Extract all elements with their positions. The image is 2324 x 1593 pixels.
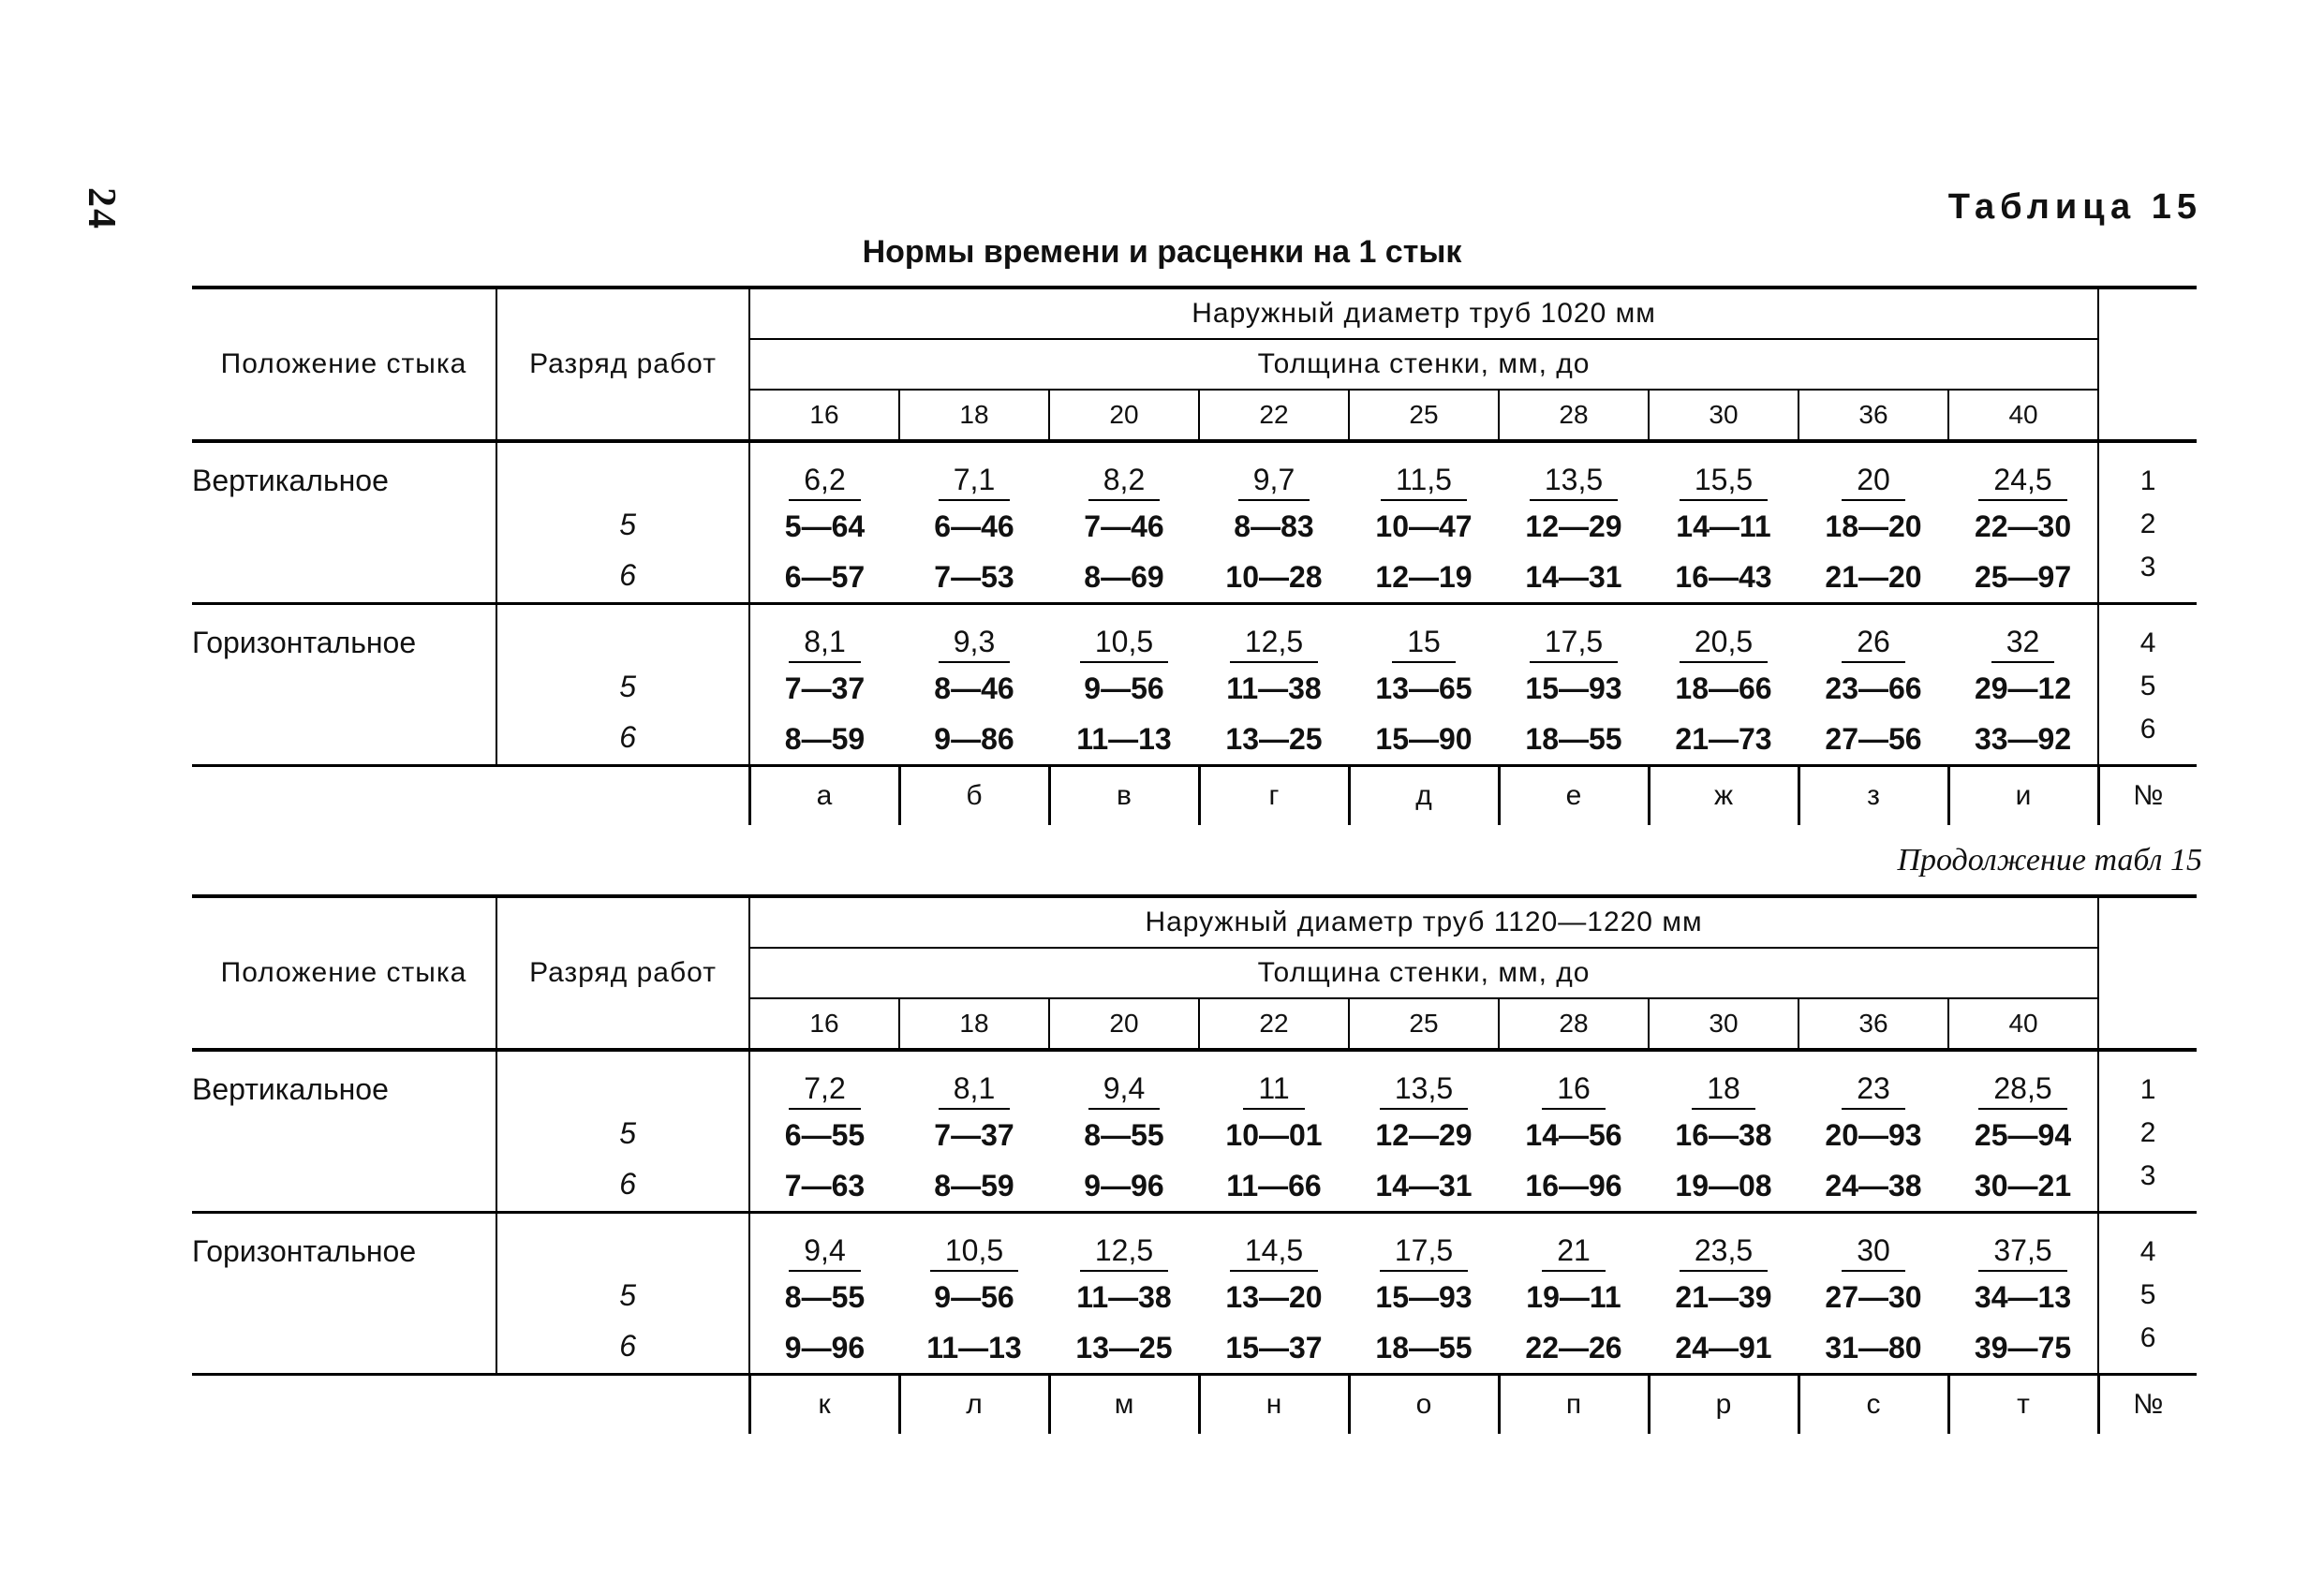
norm-value-cell <box>1649 441 1799 604</box>
price-rank-6: 16—96 <box>1525 1169 1622 1202</box>
price-rank-6: 27—56 <box>1825 722 1922 756</box>
column-letter: р <box>1649 1375 1799 1435</box>
price-rank-5: 6—46 <box>934 509 1014 543</box>
time-norm: 30 <box>1842 1231 1905 1272</box>
norm-value-cell <box>1349 441 1499 604</box>
rank-value: 5 <box>619 508 636 541</box>
norm-value-cell <box>1499 1213 1649 1375</box>
price-rank-5: 20—93 <box>1825 1118 1922 1152</box>
header-diameter: Наружный диаметр труб 1120—1220 мм <box>749 896 2098 948</box>
letter-row-blank <box>192 1375 749 1435</box>
row-number: 1 <box>2139 1074 2156 1105</box>
row-number: 3 <box>2139 1160 2156 1191</box>
price-rank-6: 39—75 <box>1974 1331 2072 1364</box>
time-norm: 32 <box>1991 622 2055 663</box>
time-norm: 8,1 <box>939 1069 1010 1110</box>
thickness-header: 20 <box>1049 998 1199 1050</box>
norm-value-cell <box>899 604 1049 766</box>
time-norm: 9,4 <box>1088 1069 1160 1110</box>
rank-cell <box>496 604 749 766</box>
time-norm: 7,2 <box>789 1069 860 1110</box>
price-rank-6: 7—53 <box>934 560 1014 594</box>
rank-cell <box>496 1050 749 1213</box>
joint-position-label: Вертикальное <box>192 1050 496 1213</box>
norm-value-cell <box>1199 604 1349 766</box>
column-letter: п <box>1499 1375 1649 1435</box>
time-norm: 7,1 <box>939 460 1010 501</box>
time-norm: 17,5 <box>1530 622 1618 663</box>
thickness-header: 40 <box>2008 400 2038 429</box>
norm-value-cell <box>1349 604 1499 766</box>
price-rank-5: 6—55 <box>784 1118 866 1152</box>
price-rank-5: 22—30 <box>1974 509 2072 543</box>
header-number-column <box>2098 896 2197 1050</box>
price-rank-6: 9—86 <box>934 722 1014 756</box>
norm-table-1120-1220 <box>192 894 2197 1434</box>
price-rank-6: 9—96 <box>784 1331 866 1364</box>
price-rank-6: 22—26 <box>1525 1331 1622 1364</box>
price-rank-5: 11—38 <box>1226 671 1322 705</box>
number-symbol: № <box>2098 1375 2197 1435</box>
norm-value-cell <box>1799 441 1948 604</box>
price-rank-6: 33—92 <box>1974 722 2072 756</box>
column-letter: м <box>1049 1375 1199 1435</box>
column-letter: а <box>749 766 899 826</box>
price-rank-6: 11—13 <box>926 1331 1022 1364</box>
price-rank-5: 29—12 <box>1974 671 2072 705</box>
rank-value: 6 <box>619 1329 636 1363</box>
row-number: 1 <box>2139 465 2156 496</box>
price-rank-6: 19—08 <box>1675 1169 1772 1202</box>
thickness-header: 40 <box>2008 1009 2038 1038</box>
price-rank-6: 8—59 <box>934 1169 1014 1202</box>
column-letter: о <box>1349 1375 1499 1435</box>
price-rank-6: 31—80 <box>1825 1331 1922 1364</box>
time-norm: 16 <box>1542 1069 1606 1110</box>
column-letter: г <box>1199 766 1349 826</box>
norm-value-cell <box>1049 604 1199 766</box>
price-rank-5: 8—46 <box>934 671 1014 705</box>
row-number: 4 <box>2139 627 2156 658</box>
time-norm: 14,5 <box>1230 1231 1318 1272</box>
price-rank-6: 21—73 <box>1675 722 1772 756</box>
norm-value-cell <box>1499 441 1649 604</box>
thickness-header: 25 <box>1349 998 1499 1050</box>
price-rank-5: 9—56 <box>934 1280 1014 1314</box>
rank-value: 5 <box>619 1278 636 1312</box>
price-rank-5: 7—46 <box>1084 509 1164 543</box>
norm-value-cell <box>749 1213 899 1375</box>
price-rank-5: 21—39 <box>1675 1280 1772 1314</box>
price-rank-6: 9—96 <box>1084 1169 1164 1202</box>
time-norm: 8,1 <box>789 622 860 663</box>
thickness-header: 20 <box>1049 390 1199 441</box>
rank-cell <box>496 441 749 604</box>
norm-value-cell <box>1649 1213 1799 1375</box>
table-row <box>192 1050 2197 1213</box>
norm-value-cell <box>1049 441 1199 604</box>
price-rank-5: 13—65 <box>1375 671 1473 705</box>
norm-value-cell <box>1199 441 1349 604</box>
norm-value-cell <box>1199 1213 1349 1375</box>
time-norm: 28,5 <box>1978 1069 2066 1110</box>
norm-value-cell <box>1049 1213 1199 1375</box>
time-norm: 17,5 <box>1380 1231 1468 1272</box>
norm-value-cell <box>1799 604 1948 766</box>
row-number: 5 <box>2139 671 2156 701</box>
row-number: 2 <box>2139 1117 2156 1148</box>
time-norm: 11,5 <box>1381 460 1467 501</box>
column-letter: в <box>1049 766 1199 826</box>
rank-value: 6 <box>619 558 636 592</box>
norm-value-cell <box>1349 1050 1499 1213</box>
norm-value-cell <box>1499 1050 1649 1213</box>
price-rank-6: 12—19 <box>1375 560 1473 594</box>
price-rank-6: 18—55 <box>1375 1331 1473 1364</box>
thickness-header: 36 <box>1799 998 1948 1050</box>
header-number-column <box>2098 288 2197 441</box>
price-rank-6: 16—43 <box>1675 560 1772 594</box>
price-rank-6: 7—63 <box>784 1169 866 1202</box>
thickness-header: 16 <box>749 998 899 1050</box>
table-row <box>192 1213 2197 1375</box>
price-rank-5: 11—38 <box>1076 1280 1172 1314</box>
norm-value-cell <box>899 441 1049 604</box>
row-numbers <box>2098 441 2197 604</box>
price-rank-6: 21—20 <box>1825 560 1922 594</box>
column-letter: с <box>1799 1375 1948 1435</box>
norm-value-cell <box>749 441 899 604</box>
price-rank-6: 25—97 <box>1974 560 2072 594</box>
norm-value-cell <box>1649 604 1799 766</box>
row-number: 5 <box>2139 1279 2156 1310</box>
column-letter: б <box>899 766 1049 826</box>
time-norm: 20,5 <box>1680 622 1768 663</box>
number-symbol: № <box>2098 766 2197 826</box>
norm-value-cell <box>1948 441 2098 604</box>
price-rank-6: 11—66 <box>1226 1169 1322 1202</box>
time-norm: 13,5 <box>1530 460 1618 501</box>
rank-value: 6 <box>619 1167 636 1201</box>
thickness-header: 25 <box>1349 390 1499 441</box>
norm-value-cell <box>1799 1213 1948 1375</box>
header-position: Положение стыка <box>192 288 496 441</box>
price-rank-5: 15—93 <box>1375 1280 1473 1314</box>
time-norm: 18 <box>1692 1069 1755 1110</box>
joint-position-label: Горизонтальное <box>192 604 496 766</box>
header-position: Положение стыка <box>192 896 496 1050</box>
price-rank-5: 18—20 <box>1825 509 1922 543</box>
time-norm: 23 <box>1842 1069 1905 1110</box>
price-rank-6: 8—59 <box>784 722 866 756</box>
price-rank-5: 8—55 <box>784 1280 866 1314</box>
thickness-header: 30 <box>1649 390 1799 441</box>
price-rank-5: 18—66 <box>1675 671 1772 705</box>
rank-value: 5 <box>619 670 636 703</box>
price-rank-6: 8—69 <box>1084 560 1164 594</box>
table-label: Таблица 15 <box>1947 187 2202 227</box>
header-wall-thickness: Толщина стенки, мм, до <box>749 948 2098 998</box>
time-norm: 26 <box>1842 622 1905 663</box>
column-letter: н <box>1199 1375 1349 1435</box>
time-norm: 9,7 <box>1238 460 1310 501</box>
table-row <box>192 441 2197 604</box>
row-number: 6 <box>2139 714 2156 745</box>
price-rank-5: 5—64 <box>784 509 866 543</box>
time-norm: 15,5 <box>1680 460 1768 501</box>
column-letter: л <box>899 1375 1049 1435</box>
column-letter: д <box>1349 766 1499 826</box>
time-norm: 13,5 <box>1380 1069 1468 1110</box>
rank-cell <box>496 1213 749 1375</box>
norm-value-cell <box>899 1050 1049 1213</box>
norm-value-cell <box>899 1213 1049 1375</box>
column-letter: т <box>1948 1375 2098 1435</box>
row-number: 3 <box>2139 552 2156 583</box>
joint-position-label: Вертикальное <box>192 441 496 604</box>
time-norm: 15 <box>1392 622 1456 663</box>
time-norm: 10,5 <box>930 1231 1018 1272</box>
price-rank-6: 15—90 <box>1375 722 1473 756</box>
thickness-header: 28 <box>1499 998 1649 1050</box>
norm-table-1020 <box>192 286 2197 825</box>
page-number: 24 <box>80 187 123 230</box>
time-norm: 12,5 <box>1080 1231 1168 1272</box>
price-rank-6: 10—28 <box>1225 560 1323 594</box>
row-numbers <box>2098 604 2197 766</box>
thickness-header: 16 <box>749 390 899 441</box>
price-rank-6: 15—37 <box>1225 1331 1323 1364</box>
header-wall-thickness: Толщина стенки, мм, до <box>749 339 2098 390</box>
time-norm: 24,5 <box>1978 460 2066 501</box>
price-rank-6: 11—13 <box>1076 722 1172 756</box>
norm-value-cell <box>1948 604 2098 766</box>
price-rank-5: 12—29 <box>1525 509 1622 543</box>
row-number: 2 <box>2139 509 2156 539</box>
price-rank-6: 30—21 <box>1974 1169 2072 1202</box>
price-rank-6: 6—57 <box>784 560 866 594</box>
time-norm: 8,2 <box>1088 460 1160 501</box>
price-rank-6: 24—38 <box>1825 1169 1922 1202</box>
thickness-header: 36 <box>1799 390 1948 441</box>
header-rank: Разряд работ <box>496 896 749 1050</box>
time-norm: 37,5 <box>1978 1231 2066 1272</box>
time-norm: 6,2 <box>789 460 860 501</box>
letter-row-blank <box>192 766 749 826</box>
header-rank: Разряд работ <box>496 288 749 441</box>
price-rank-6: 14—31 <box>1525 560 1622 594</box>
norm-value-cell <box>1049 1050 1199 1213</box>
column-letter: е <box>1499 766 1649 826</box>
thickness-header: 28 <box>1499 390 1649 441</box>
price-rank-6: 18—55 <box>1525 722 1622 756</box>
thickness-header: 22 <box>1199 998 1349 1050</box>
column-letter: и <box>1948 766 2098 826</box>
price-rank-6: 13—25 <box>1075 1331 1173 1364</box>
price-rank-6: 14—31 <box>1375 1169 1473 1202</box>
rank-value: 6 <box>619 720 636 754</box>
header-diameter: Наружный диаметр труб 1020 мм <box>749 288 2098 339</box>
price-rank-5: 27—30 <box>1825 1280 1922 1314</box>
norm-value-cell <box>1349 1213 1499 1375</box>
norm-value-cell <box>1799 1050 1948 1213</box>
thickness-header: 18 <box>899 998 1049 1050</box>
time-norm: 23,5 <box>1680 1231 1768 1272</box>
time-norm: 20 <box>1842 460 1905 501</box>
thickness-header: 18 <box>899 390 1049 441</box>
price-rank-5: 23—66 <box>1825 671 1922 705</box>
norm-value-cell <box>749 1050 899 1213</box>
price-rank-5: 10—47 <box>1375 509 1473 543</box>
price-rank-5: 14—56 <box>1525 1118 1622 1152</box>
norm-value-cell <box>1948 1213 2098 1375</box>
rank-value: 5 <box>619 1116 636 1150</box>
price-rank-6: 13—25 <box>1225 722 1323 756</box>
norm-value-cell <box>1948 1050 2098 1213</box>
price-rank-5: 8—83 <box>1234 509 1314 543</box>
price-rank-5: 34—13 <box>1974 1280 2072 1314</box>
row-numbers <box>2098 1050 2197 1213</box>
price-rank-6: 24—91 <box>1675 1331 1772 1364</box>
joint-position-label: Горизонтальное <box>192 1213 496 1375</box>
price-rank-5: 25—94 <box>1974 1118 2072 1152</box>
time-norm: 12,5 <box>1230 622 1318 663</box>
price-rank-5: 13—20 <box>1225 1280 1323 1314</box>
price-rank-5: 12—29 <box>1375 1118 1473 1152</box>
table-row <box>192 604 2197 766</box>
price-rank-5: 10—01 <box>1225 1118 1323 1152</box>
price-rank-5: 7—37 <box>934 1118 1014 1152</box>
price-rank-5: 14—11 <box>1676 509 1771 543</box>
column-letter: ж <box>1649 766 1799 826</box>
norm-value-cell <box>1499 604 1649 766</box>
price-rank-5: 16—38 <box>1675 1118 1772 1152</box>
time-norm: 10,5 <box>1080 622 1168 663</box>
time-norm: 21 <box>1542 1231 1606 1272</box>
norm-value-cell <box>1199 1050 1349 1213</box>
thickness-header: 22 <box>1199 390 1349 441</box>
table-title: Нормы времени и расценки на 1 стык <box>862 234 1462 270</box>
column-letter: к <box>749 1375 899 1435</box>
row-numbers <box>2098 1213 2197 1375</box>
norm-value-cell <box>749 604 899 766</box>
row-number: 6 <box>2139 1322 2156 1353</box>
price-rank-5: 8—55 <box>1084 1118 1164 1152</box>
price-rank-5: 9—56 <box>1084 671 1164 705</box>
time-norm: 11 <box>1243 1069 1304 1110</box>
thickness-header: 30 <box>1649 998 1799 1050</box>
time-norm: 9,4 <box>789 1231 860 1272</box>
norm-value-cell <box>1649 1050 1799 1213</box>
continuation-label: Продолжение табл 15 <box>1897 843 2202 878</box>
time-norm: 9,3 <box>939 622 1010 663</box>
row-number: 4 <box>2139 1236 2156 1267</box>
price-rank-5: 7—37 <box>784 671 866 705</box>
column-letter: з <box>1799 766 1948 826</box>
price-rank-5: 19—11 <box>1526 1280 1621 1314</box>
price-rank-5: 15—93 <box>1525 671 1622 705</box>
